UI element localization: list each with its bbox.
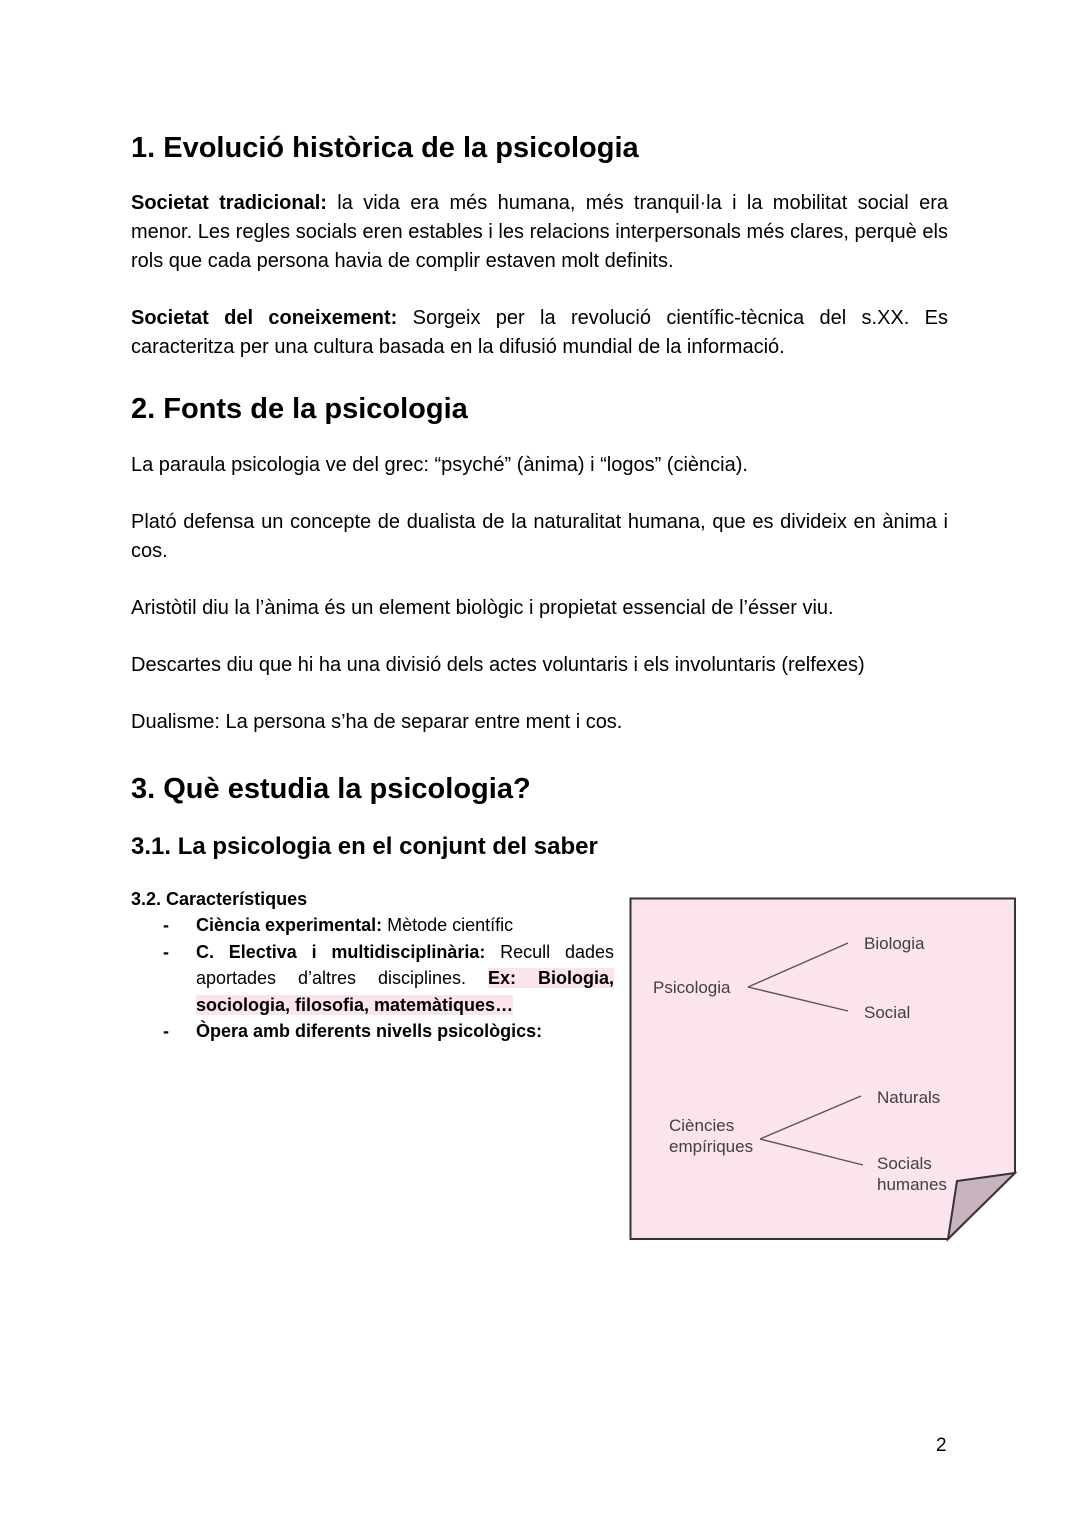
text-knowledge-society: Sorgeix per la revolució científic-tècnica del s.XX. Es caracteritza per una cultura basada en la difusió mundial de la informació. <box>131 307 948 358</box>
label-humanes: humanes <box>877 1175 947 1194</box>
bullet-dash: - <box>163 915 169 935</box>
bullet-text: Mètode científic <box>382 915 514 935</box>
note-folded-corner <box>948 1173 1015 1239</box>
subsection-3-2-heading: 3.2. Característiques <box>131 889 308 909</box>
subsection-3-1-heading: 3.1. La psicologia en el conjunt del saber <box>131 833 598 860</box>
label-ciencies: Ciències <box>669 1116 735 1135</box>
label-social: Social <box>864 1003 911 1022</box>
bullet-dash: - <box>163 941 169 962</box>
bullet-highlight: Ex: Biologia, sociologia, filosofia, matemàtiques… <box>196 968 614 1015</box>
label-naturals: Naturals <box>877 1088 941 1107</box>
section-3-heading: 3. Què estudia la psicologia? <box>131 773 531 805</box>
paragraph-dualism: Dualisme: La persona s’ha de separar entre ment i cos. <box>131 711 623 733</box>
bullet-term: C. Electiva i multidisciplinària: <box>196 941 486 962</box>
page-number: 2 <box>936 1435 947 1456</box>
bullet-term: Ciència experimental: <box>196 915 383 935</box>
label-empiriques: empíriques <box>669 1137 754 1156</box>
bullet-term: Òpera amb diferents nivells psicològics: <box>196 1021 543 1041</box>
label-biologia: Biologia <box>864 934 925 953</box>
list-item <box>131 912 614 939</box>
psychology-diagram <box>629 897 1017 1242</box>
term-traditional-society: Societat tradicional: <box>131 192 327 214</box>
paragraph-knowledge-society <box>131 304 948 362</box>
paragraph-descartes: Descartes diu que hi ha una divisió dels actes voluntaris i els involuntaris (relfexes) <box>131 654 865 676</box>
paragraph-aristotle: Aristòtil diu la l’ànima és un element biològic i propietat essencial de l’ésser viu. <box>131 597 834 619</box>
diagram-canvas <box>629 897 1017 1242</box>
text-traditional-society: la vida era més humana, més tranquil·la i la mobilitat social era menor. Les regles socials eren estables i les relacions interpersonals més clares, perquè els rols que cada persona havia de complir estaven molt definits. <box>131 192 948 272</box>
bullet-dash: - <box>163 1021 169 1041</box>
bullet-text: Recull dades aportades d’altres disciplines. <box>196 941 614 988</box>
section-2-heading: 2. Fonts de la psicologia <box>131 393 468 425</box>
list-item <box>131 939 614 1019</box>
label-psicologia: Psicologia <box>653 978 731 997</box>
label-socials: Socials <box>877 1154 932 1173</box>
characteristics-list <box>131 912 614 1045</box>
paragraph-plato: Plató defensa un concepte de dualista de la naturalitat humana, que es divideix en ànima i cos. <box>131 511 948 562</box>
term-knowledge-society: Societat del coneixement: <box>131 307 398 329</box>
paragraph-etymology: La paraula psicologia ve del grec: “psyché” (ànima) i “logos” (ciència). <box>131 454 748 476</box>
section-1-heading: 1. Evolució històrica de la psicologia <box>131 132 639 164</box>
list-item <box>131 1018 614 1045</box>
paragraph-traditional-society <box>131 189 948 276</box>
